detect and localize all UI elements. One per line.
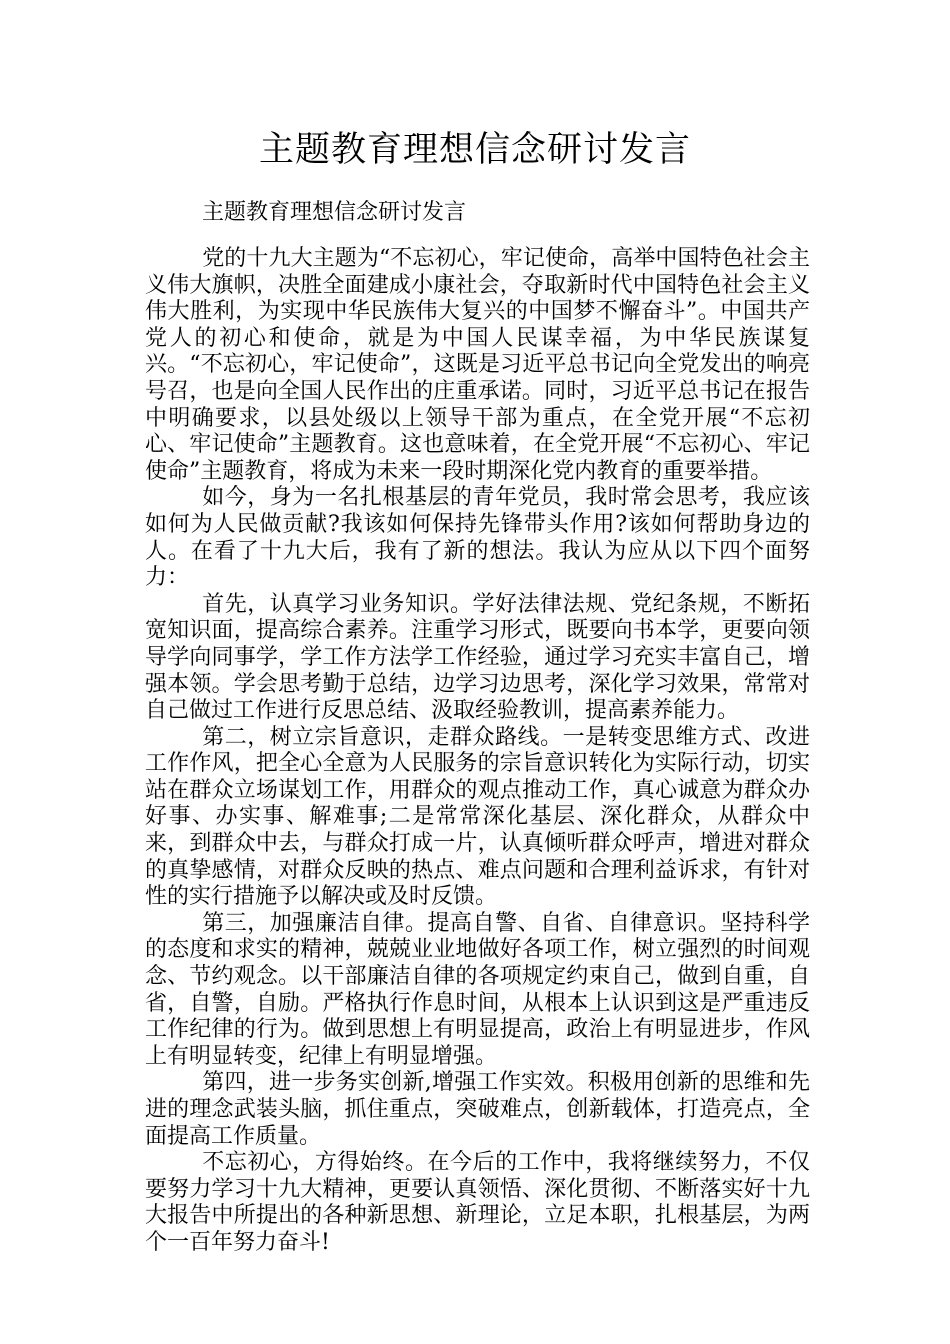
- paragraph-conclusion: 不忘初心，方得始终。在今后的工作中，我将继续努力，不仅要努力学习十九大精神，更要认真领悟、深化贯彻、不断落实好十九大报告中所提出的各种新思想、新理论，立足本职，扎根基层，为两个一百年努力奋斗!: [145, 1150, 810, 1255]
- paragraph-fourth-point: 第四，进一步务实创新,增强工作实效。积极用创新的思维和先进的理念武装头脑，抓住重点，突破难点，创新载体，打造亮点，全面提高工作质量。: [145, 1070, 810, 1149]
- paragraph-intro: 党的十九大主题为“不忘初心，牢记使命，高举中国特色社会主义伟大旗帜，决胜全面建成小康社会，夺取新时代中国特色社会主义伟大胜利，为实现中华民族伟大复兴的中国梦不懈奋斗”。中国共产党人的初心和使命，就是为中国人民谋幸福，为中华民族谋复兴。“不忘初心，牢记使命”，这既是习近平总书记向全党发出的响亮号召，也是向全国人民作出的庄重承诺。同时，习近平总书记在报告中明确要求，以县处级以上领导干部为重点，在全党开展“不忘初心、牢记使命”主题教育。这也意味着，在全党开展“不忘初心、牢记使命”主题教育，将成为未来一段时期深化党内教育的重要举措。: [145, 246, 810, 484]
- paragraph-third-point: 第三，加强廉洁自律。提高自警、自省、自律意识。坚持科学的态度和求实的精神，兢兢业业地做好各项工作，树立强烈的时间观念、节约观念。以干部廉洁自律的各项规定约束自己，做到自重，自省，自警，自励。严格执行作息时间，从根本上认识到这是严重违反工作纪律的行为。做到思想上有明显提高，政治上有明显进步，作风上有明显转变，纪律上有明显增强。: [145, 910, 810, 1069]
- document-subtitle: 主题教育理想信念研讨发言: [202, 200, 467, 225]
- document-title: 主题教育理想信念研讨发言: [258, 130, 691, 170]
- paragraph-reflection: 如今，身为一名扎根基层的青年党员，我时常会思考，我应该如何为人民做贡献?我该如何保持先锋带头作用?该如何帮助身边的人。在看了十九大后，我有了新的想法。我认为应从以下四个面努力：: [145, 485, 810, 591]
- paragraph-second-point: 第二，树立宗旨意识，走群众路线。一是转变思维方式、改进工作作风，把全心全意为人民服务的宗旨意识转化为实际行动，切实站在群众立场谋划工作，用群众的观点推动工作，真心诚意为群众办好事、办实事、解难事;二是常常深化基层、深化群众，从群众中来，到群众中去，与群众打成一片，认真倾听群众呼声，增进对群众的真挚感情，对群众反映的热点、难点问题和合理利益诉求，有针对性的实行措施予以解决或及时反馈。: [145, 724, 810, 910]
- paragraph-first-point: 首先，认真学习业务知识。学好法律法规、党纪条规，不断拓宽知识面，提高综合素养。注重学习形式，既要向书本学，更要向领导学向同事学，学工作方法学工作经验，通过学习充实丰富自己，增强本领。学会思考勤于总结，边学习边思考，深化学习效果，常常对自己做过工作进行反思总结、汲取经验教训，提高素养能力。: [145, 591, 810, 724]
- document-body: [145, 246, 810, 1257]
